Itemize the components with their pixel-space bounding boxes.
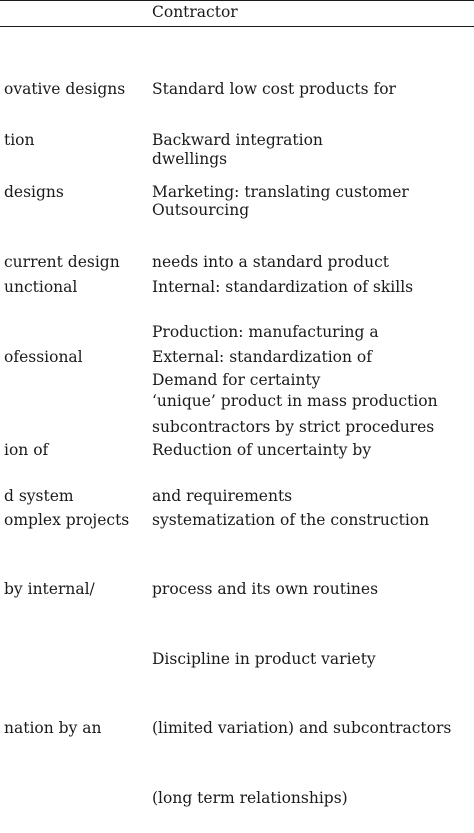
row-5-right-line: process and its own routines: [152, 580, 379, 599]
header-rule: [0, 26, 474, 27]
row-5-right-cell: [152, 323, 451, 833]
row-4-left-line: ofessional: [4, 348, 83, 367]
row-5-left-line: by internal/: [4, 580, 95, 599]
row-5-left-line: omplex projects: [4, 510, 130, 529]
row-2-left-line: tion: [4, 131, 35, 150]
row-3-right-line: ‘unique’ product in mass production: [152, 392, 438, 411]
row-5-right-line: Demand for certainty: [152, 371, 321, 390]
row-5-right-line: systematization of the construction: [152, 510, 430, 529]
row-4-right-line: and requirements: [152, 487, 293, 506]
row-2-right-line: Backward integration: [152, 131, 323, 150]
row-3-right-line: Marketing: translating customer: [152, 183, 409, 202]
row-2-right-line: Outsourcing: [152, 201, 250, 220]
row-5-left-line: ion of: [4, 441, 49, 459]
row-5-right-line: Reduction of uncertainty by: [152, 441, 372, 460]
row-4-left-line: d system: [4, 487, 74, 506]
row-3-left-line: designs: [4, 183, 64, 202]
row-5-left-cell: [4, 323, 129, 764]
row-5-left-line: [4, 648, 129, 671]
row-5-left-line: [4, 369, 129, 392]
row-1-left-line: ovative designs: [4, 80, 126, 99]
row-5-right-line: (limited variation) and subcontractors: [152, 719, 452, 738]
row-3-right-line: needs into a standard product: [152, 253, 390, 272]
row-5-right-line: (long term relationships): [152, 789, 348, 808]
column-header-contractor: Contractor: [152, 3, 238, 21]
row-1-right-line: Standard low cost products for: [152, 80, 396, 99]
row-1-right-line: dwellings: [152, 150, 228, 169]
row-4-right-line: Internal: standardization of skills: [152, 278, 414, 297]
row-3-left-line: current design: [4, 253, 120, 272]
row-4-left-line: unctional: [4, 278, 78, 297]
row-5-right-line: Discipline in product variety: [152, 649, 376, 668]
row-3-right-line: Production: manufacturing a: [152, 322, 379, 341]
row-4-right-line: subcontractors by strict procedures: [152, 417, 435, 436]
row-4-right-line: External: standardization of: [152, 348, 372, 367]
row-5-left-line: nation by an: [4, 719, 102, 738]
